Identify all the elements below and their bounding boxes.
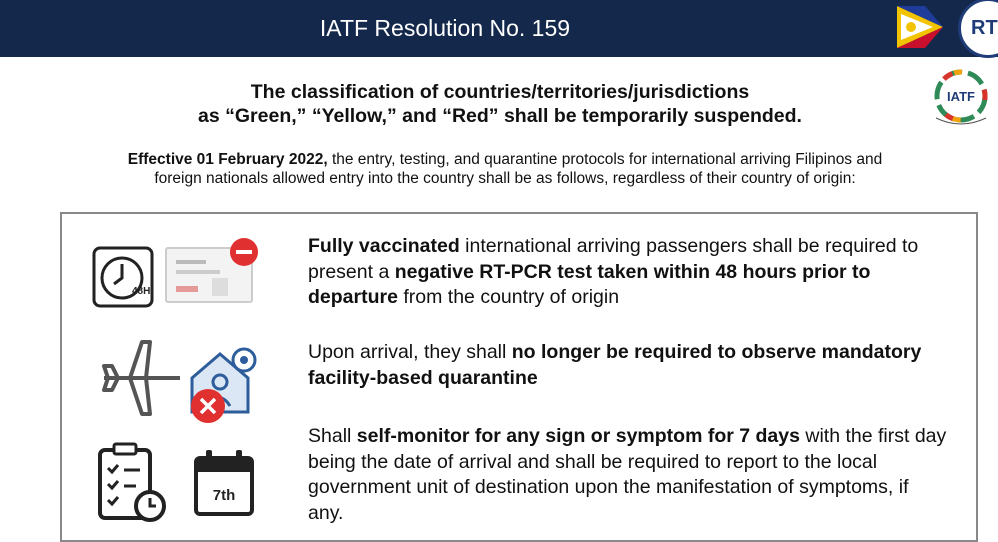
body-text: international arriving passengers shall be required to present a <box>308 235 919 283</box>
emphasis-text: negative RT-PCR test taken within 48 hours prior to departure <box>308 260 871 308</box>
headline <box>120 80 880 128</box>
iatf-logo-text: IATF <box>947 89 975 104</box>
effective-text-2: foreign nationals allowed entry into the country shall be as follows, regardless of their country of origin: <box>154 170 856 187</box>
emphasis-text: self-monitor for any sign or symptom for 7 days <box>356 425 800 447</box>
effective-date: Effective 01 February 2022, <box>127 151 328 168</box>
body-text: Shall <box>308 425 357 447</box>
page-title: IATF Resolution No. 159 <box>319 15 571 41</box>
airplane-icon <box>100 336 184 420</box>
protocol-item-self-monitor <box>308 424 948 526</box>
protocol-item-no-quarantine <box>308 340 948 391</box>
body-text: with the first day being the date of arrival and shall be required to report to the local government unit of destination upon the manifestation of symptoms, if any. <box>308 425 947 524</box>
protocol-item-vaccinated <box>308 234 948 311</box>
headline-line-1: The classification of countries/territories/jurisdictions <box>250 81 750 103</box>
no-quarantine-house-icon <box>182 342 262 428</box>
calendar-label: 7th <box>212 487 236 504</box>
header-bar <box>0 0 998 57</box>
clock-48h-icon <box>92 246 154 308</box>
philippine-flag-logo-icon <box>895 2 945 52</box>
emphasis-text: Fully vaccinated <box>308 235 460 257</box>
emphasis-text: no longer be required to observe mandatory facility-based quarantine <box>308 341 922 389</box>
calendar-7th-icon <box>192 446 256 518</box>
effective-text-1: the entry, testing, and quarantine protocols for international arriving Filipinos and <box>327 151 883 168</box>
effective-paragraph <box>40 150 970 188</box>
clock-label: 48H <box>132 286 151 297</box>
headline-line-2: as “Green,” “Yellow,” and “Red” shall be temporarily suspended. <box>198 105 802 127</box>
checklist-clipboard-icon <box>96 440 168 526</box>
iatf-logo-icon <box>928 66 994 132</box>
rtf-seal-logo-icon <box>958 0 998 58</box>
rt-pcr-test-icon <box>162 234 262 306</box>
body-text: from the country of origin <box>397 286 620 308</box>
rtf-seal-text: RT <box>971 17 998 39</box>
body-text: Upon arrival, they shall <box>308 341 512 363</box>
